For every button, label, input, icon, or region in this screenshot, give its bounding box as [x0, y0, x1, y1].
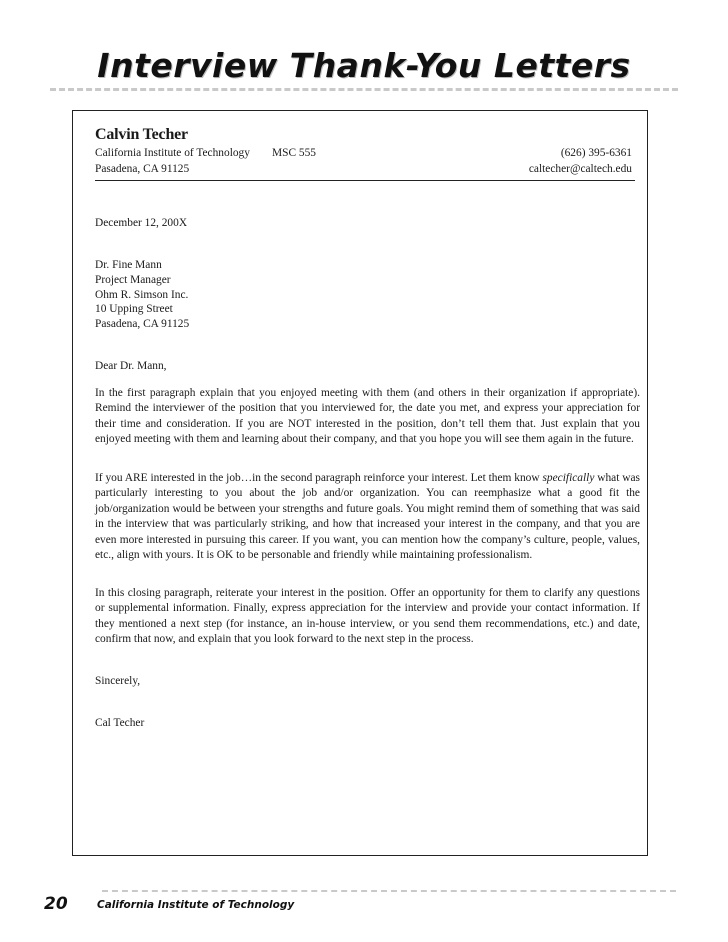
sender-name: Calvin Techer: [95, 126, 188, 143]
recipient-street: 10 Upping Street: [95, 303, 173, 315]
sender-mail-stop: MSC 555: [272, 147, 316, 159]
page-number: 20: [44, 894, 68, 914]
paragraph-2-text-continued: what was particularly interesting to you about the job and/or organization. You can reemphasize what a good fit the job/organization would be between your strengths and future goals. You might remind them of something that was said in the interview that was particularly striking, and how that increased your interest in the company, and that you are even more interested in pursuing this career. If you want, you can mention how the company’s culture, people, values, etc., align with yours. It is OK to be personable and friendly while maintaining professionalism.: [95, 472, 640, 562]
letter-date: December 12, 200X: [95, 217, 188, 229]
paragraph-2-emphasis: specifically: [542, 472, 595, 484]
sender-phone: (626) 395-6361: [560, 147, 632, 159]
paragraph-1: In the first paragraph explain that you enjoyed meeting with them (and others in their organization if appropriate). Remind the interviewer of the position that you interviewed for, the date you met, and express your appreciation for their time and consideration. If you are NOT interested in the position, don’t tell them that. Just explain that you enjoyed meeting with them and learning about their company, and that you hope you will see them again in the future.: [95, 387, 640, 446]
paragraph-2: [95, 471, 640, 563]
letterhead-rule: [95, 180, 635, 181]
recipient-title: Project Manager: [95, 274, 171, 286]
footer-text: California Institute of Technology: [97, 899, 295, 911]
title-divider: [50, 88, 678, 91]
signature: Cal Techer: [95, 717, 145, 729]
footer-divider: [102, 890, 676, 892]
sender-email: caltecher@caltech.edu: [528, 163, 632, 175]
paragraph-2-text: If you ARE interested in the job…in the second paragraph reinforce your interest. Let them know: [95, 472, 543, 484]
sender-institution: California Institute of Technology: [95, 147, 250, 159]
recipient-name: Dr. Fine Mann: [95, 259, 162, 271]
closing: Sincerely,: [95, 675, 141, 687]
sender-address: Pasadena, CA 91125: [95, 163, 190, 175]
salutation: Dear Dr. Mann,: [95, 360, 167, 372]
paragraph-3: In this closing paragraph, reiterate your interest in the position. Offer an opportunity for them to clarify any questions or supplemental information. Finally, express appreciation for the interview and provide your contact information. If they mentioned a next step (for instance, an in-house interview, or you send them recommendations, etc.) and date, confirm that now, and explain that you look forward to the next step in the process.: [95, 587, 640, 646]
recipient-city: Pasadena, CA 91125: [95, 318, 190, 330]
recipient-company: Ohm R. Simson Inc.: [95, 289, 189, 301]
page-title: Interview Thank-You Letters: [97, 46, 631, 85]
